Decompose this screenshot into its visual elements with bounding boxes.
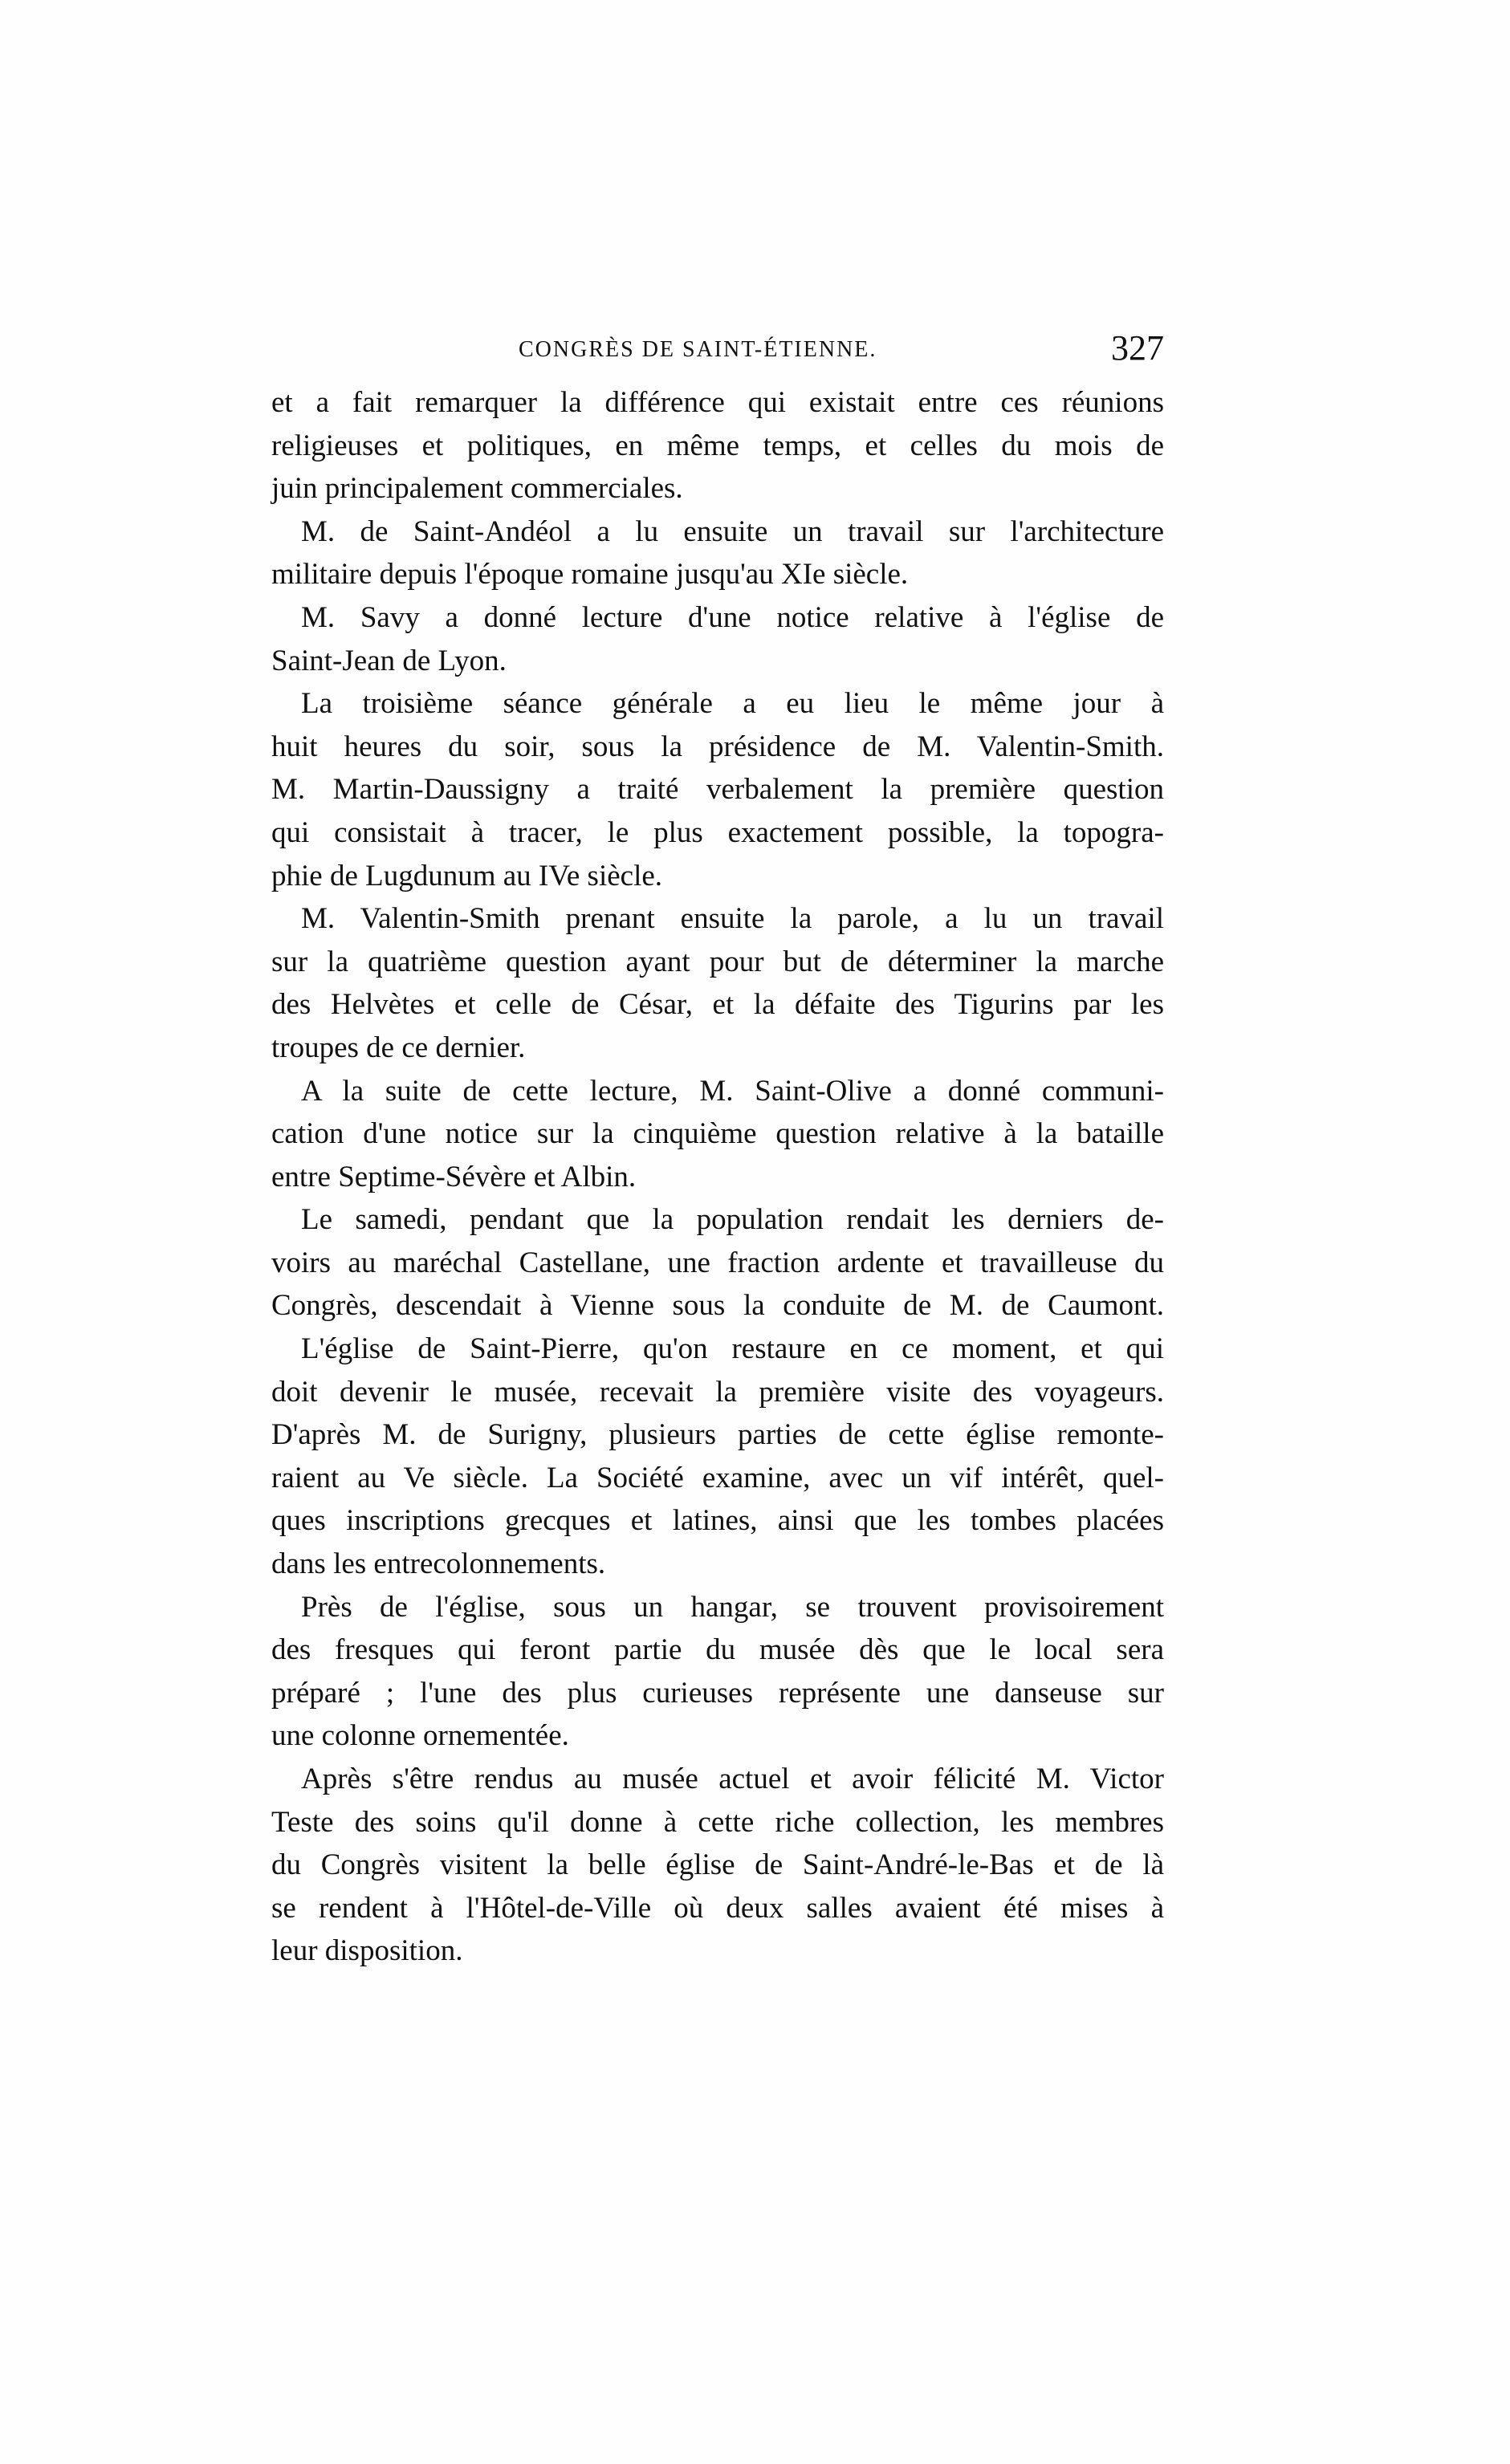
page-number: 327	[1111, 328, 1164, 368]
text-line: phie de Lugdunum au IVe siècle.	[271, 859, 663, 892]
text-line: huit heures du soir, sous la présidence de M. Valentin-Smith.	[271, 730, 1164, 763]
text-line: M. Valentin-Smith prenant ensuite la parole, a lu un travail	[301, 902, 1164, 936]
running-head	[271, 327, 1164, 376]
text-line: une colonne ornementée.	[271, 1719, 569, 1753]
text-line: Congrès, descendait à Vienne sous la conduite de M. de Caumont.	[271, 1289, 1164, 1323]
text-line: ques inscriptions grecques et latines, ainsi que les tombes placées	[271, 1504, 1164, 1538]
text-line: sur la quatrième question ayant pour but de déterminer la marche	[271, 945, 1164, 978]
text-line: religieuses et politiques, en même temps, et celles du mois de	[271, 429, 1164, 462]
text-line: M. Martin-Daussigny a traité verbalement la première question	[271, 773, 1164, 807]
text-line: Près de l'église, sous un hangar, se trouvent provisoirement	[301, 1590, 1164, 1624]
text-line: Après s'être rendus au musée actuel et avoir félicité M. Victor	[301, 1763, 1164, 1795]
text-line: Saint-Jean de Lyon.	[271, 644, 507, 677]
text-line: cation d'une notice sur la cinquième question relative à la bataille	[271, 1117, 1164, 1151]
text-line: juin principalement commerciales.	[271, 472, 683, 506]
text-line: M. de Saint-Andéol a lu ensuite un travail sur l'architecture	[301, 514, 1164, 548]
text-line: Teste des soins qu'il donne à cette riche collection, les membres	[271, 1805, 1164, 1839]
text-line: du Congrès visitent la belle église de Saint-André-le-Bas et de là	[271, 1848, 1164, 1882]
text-line: leur disposition.	[271, 1934, 463, 1968]
text-line: troupes de ce dernier.	[271, 1031, 526, 1064]
text-line: des Helvètes et celle de César, et la défaite des Tigurins par les	[271, 988, 1164, 1022]
text-line: voirs au maréchal Castellane, une fraction ardente et travailleuse du	[271, 1246, 1164, 1279]
text-line: dans les entrecolonnements.	[271, 1547, 606, 1581]
text-line: se rendent à l'Hôtel-de-Ville où deux salles avaient été mises à	[271, 1891, 1164, 1925]
text-line: doit devenir le musée, recevait la première visite des voyageurs.	[271, 1375, 1164, 1409]
text-line: et a fait remarquer la différence qui existait entre ces réunions	[271, 386, 1164, 419]
text-line: L'église de Saint-Pierre, qu'on restaure en ce moment, et qui	[301, 1332, 1164, 1366]
body-text	[271, 381, 1164, 1973]
text-line: entre Septime-Sévère et Albin.	[271, 1160, 637, 1193]
text-line: raient au Ve siècle. La Société examine, avec un vif intérêt, quel-	[271, 1461, 1164, 1494]
text-line: M. Savy a donné lecture d'une notice relative à l'église de	[301, 600, 1164, 634]
running-title: CONGRÈS DE SAINT-ÉTIENNE.	[519, 337, 877, 362]
text-line: qui consistait à tracer, le plus exactement possible, la topogra-	[271, 815, 1164, 849]
text-line: préparé ; l'une des plus curieuses représente une danseuse sur	[271, 1676, 1164, 1710]
text-line: D'après M. de Surigny, plusieurs parties de cette église remonte-	[271, 1418, 1164, 1452]
text-line: militaire depuis l'époque romaine jusqu'au XIe siècle.	[271, 558, 909, 592]
text-line: A la suite de cette lecture, M. Saint-Olive a donné communi-	[301, 1074, 1164, 1108]
text-line: La troisième séance générale a eu lieu le même jour à	[301, 687, 1164, 721]
text-line: Le samedi, pendant que la population rendait les derniers de-	[301, 1203, 1164, 1237]
text-line: des fresques qui feront partie du musée dès que le local sera	[271, 1633, 1164, 1667]
